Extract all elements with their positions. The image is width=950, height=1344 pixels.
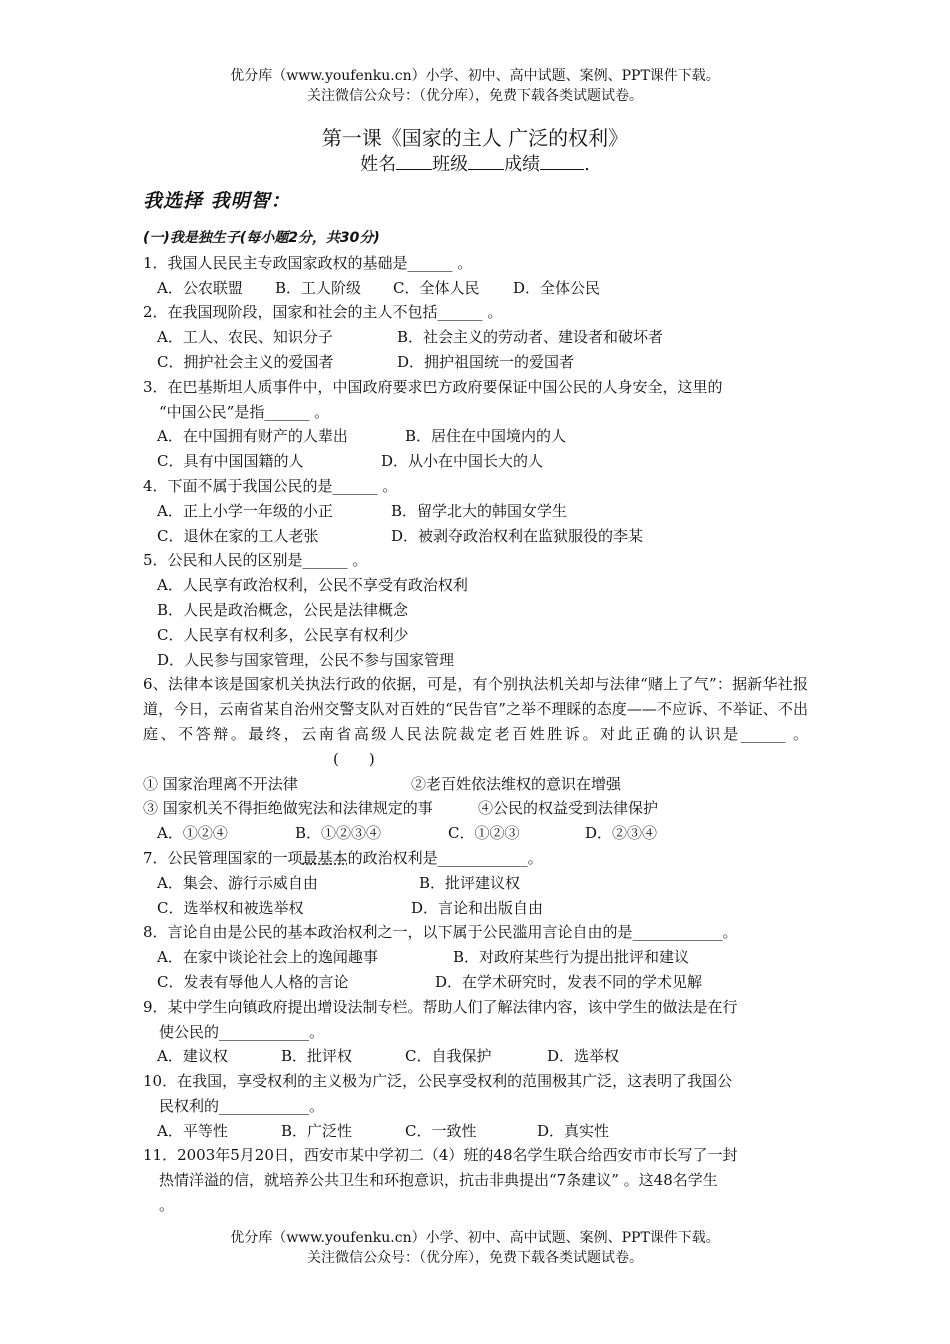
q7-option-a: A．集会、游行示威自由 (157, 873, 318, 892)
question-6-stem (143, 672, 808, 771)
q6-option-b: B．①②③④ (295, 824, 382, 843)
question-1-options (143, 276, 808, 301)
q6-statements-row2 (143, 796, 808, 821)
student-info-line (0, 151, 950, 178)
q1-option-d: D．全体公民 (513, 278, 601, 297)
question-5-stem: 5．公民和人民的区别是______ 。 (143, 551, 368, 570)
question-list (143, 226, 808, 1218)
question-8-options-row1 (143, 945, 808, 970)
header-line-2: 关注微信公众号：（优分库），免费下载各类试题试卷。 (307, 88, 643, 104)
q7-stem-post: 的政治权利是____________。 (347, 848, 543, 867)
q10-option-d: D．真实性 (537, 1121, 610, 1140)
question-9-stem-line2: 使公民的____________。 (159, 1022, 325, 1041)
score-label: 成绩 (504, 154, 541, 175)
q5-option-b: B．人民是政治概念，公民是法律概念 (157, 600, 409, 619)
q4-option-a: A．正上小学一年级的小正 (157, 501, 333, 520)
question-9-options (143, 1044, 808, 1069)
q1-option-a: A．公农联盟 (157, 278, 243, 297)
question-3-options-row1 (143, 424, 808, 449)
question-10-stem-line1: 10．在我国，享受权利的主义极为广泛，公民享受权利的范围极其广泛，这表明了我国公 (143, 1072, 733, 1091)
q10-option-c: C．一致性 (405, 1121, 477, 1140)
q2-option-c: C．拥护社会主义的爱国者 (157, 352, 334, 371)
q5-option-d: D．人民参与国家管理，公民不参与国家管理 (157, 650, 455, 669)
question-9-stem-line1: 9．某中学生向镇政府提出增设法制专栏。帮助人们了解法律内容，该中学生的做法是在行 (143, 997, 738, 1016)
q6-answer-paren: ( ) (333, 749, 375, 768)
footer-line-2: 关注微信公众号：（优分库），免费下载各类试题试卷。 (307, 1250, 643, 1266)
question-8-options-row2 (143, 970, 808, 995)
subsection-title: (一)我是独生子(每小题2分，共30分) (143, 230, 380, 246)
question-3-stem-line2: “中国公民”是指______ 。 (159, 402, 330, 421)
question-11-stem-line1: 11．2003年5月20日，西安市某中学初二（4）班的48名学生联合给西安市市长写了一封 (143, 1146, 738, 1165)
page-footer (0, 1228, 950, 1268)
info-end: . (584, 154, 590, 175)
q4-option-b: B．留学北大的韩国女学生 (391, 501, 568, 520)
q7-option-b: B．批评建议权 (419, 873, 521, 892)
question-2-options-row1 (143, 325, 808, 350)
q7-stem-pre: 7．公民管理国家的一项 (143, 848, 303, 867)
q3-option-b: B．居住在中国境内的人 (405, 427, 567, 446)
q6-statement-1: ① 国家治理离不开法律 (143, 774, 298, 793)
question-4-stem: 4．下面不属于我国公民的是______ 。 (143, 476, 398, 495)
score-blank (540, 151, 584, 170)
q10-option-b: B．广泛性 (281, 1121, 353, 1140)
q9-option-a: A．建议权 (157, 1047, 228, 1066)
q7-option-c: C．选举权和被选举权 (157, 898, 304, 917)
q10-option-a: A．平等性 (157, 1121, 228, 1140)
question-7-options-row2 (143, 896, 808, 921)
q5-option-a: A．人民享有政治权利，公民不享受有政治权利 (157, 576, 468, 595)
q4-option-d: D．被剥夺政治权利在监狱服役的李某 (391, 526, 644, 545)
q6-statements-row1 (143, 772, 808, 797)
q6-statement-2: ②老百姓依法维权的意识在增强 (411, 774, 622, 793)
name-blank (396, 151, 432, 170)
section-title: 我选择 我明智： (143, 190, 291, 212)
question-1-stem: 1．我国人民民主专政国家政权的基础是______ 。 (143, 253, 473, 272)
q3-option-d: D．从小在中国长大的人 (381, 452, 544, 471)
q9-option-c: C．自我保护 (405, 1047, 492, 1066)
question-4-options-row1 (143, 499, 808, 524)
question-8-stem: 8．言论自由是公民的基本政治权利之一，以下属于公民滥用言论自由的是____________。 (143, 923, 738, 942)
question-3-stem-line1: 3．在巴基斯坦人质事件中，中国政府要求巴方政府要保证中国公民的人身安全，这里的 (143, 377, 723, 396)
question-10-stem-line2: 民权利的____________。 (159, 1096, 325, 1115)
question-11-stem-line3: 。 (159, 1196, 175, 1215)
q6-statement-3: ③ 国家机关不得拒绝做宪法和法律规定的事 (143, 799, 433, 818)
q3-option-a: A．在中国拥有财产的人辈出 (157, 427, 348, 446)
q6-option-d: D．②③④ (585, 824, 658, 843)
question-3-options-row2 (143, 449, 808, 474)
q7-stem-emphasis: 最基本 (302, 848, 348, 867)
question-4-options-row2 (143, 524, 808, 549)
q7-option-d: D．言论和出版自由 (411, 898, 544, 917)
q4-option-c: C．退休在家的工人老张 (157, 526, 319, 545)
q1-option-b: B．工人阶级 (275, 278, 362, 297)
header-line-1: 优分库（www.youfenku.cn）小学、初中、高中试题、案例、PPT课件下载。 (230, 68, 720, 84)
question-7-options-row1 (143, 871, 808, 896)
footer-line-1: 优分库（www.youfenku.cn）小学、初中、高中试题、案例、PPT课件下载。 (230, 1230, 720, 1246)
q6-option-c: C．①②③ (448, 824, 520, 843)
question-6-options (143, 821, 808, 846)
class-label: 班级 (432, 154, 469, 175)
page-title: 第一课《国家的主人 广泛的权利》 (321, 126, 629, 150)
question-11-stem-line2: 热情洋溢的信，就培养公共卫生和环抱意识，抗击非典提出“7条建议” 。这48名学生 (159, 1171, 718, 1190)
q6-statement-4: ④公民的权益受到法律保护 (478, 799, 659, 818)
q9-option-d: D．选举权 (547, 1047, 620, 1066)
class-blank (468, 151, 504, 170)
question-7-stem (143, 846, 808, 871)
q6-option-a: A．①②④ (157, 824, 228, 843)
name-label: 姓名 (360, 154, 397, 175)
q2-option-a: A．工人、农民、知识分子 (157, 328, 333, 347)
q9-option-b: B．批评权 (281, 1047, 353, 1066)
q2-option-d: D．拥护祖国统一的爱国者 (397, 352, 575, 371)
page-header (0, 66, 950, 106)
question-10-options (143, 1119, 808, 1144)
q3-option-c: C．具有中国国籍的人 (157, 452, 304, 471)
q2-option-b: B．社会主义的劳动者、建设者和破坏者 (397, 328, 664, 347)
q1-option-c: C．全体人民 (393, 278, 480, 297)
q8-option-b: B．对政府某些行为提出批评和建议 (453, 948, 690, 967)
q5-option-c: C．人民享有权利多，公民享有权利少 (157, 625, 409, 644)
q6-stem-text: 6、法律本该是国家机关执法行政的依据，可是，有个别执法机关却与法律“赌上了气”：据新华社报道，今日，云南省某自治州交警支队对百姓的“民告官”之举不理睬的态度——不应诉、不举证、不出庭、不答辩。最终，云南省高级人民法院裁定老百姓胜诉。对此正确的认识是______ 。 (143, 675, 808, 743)
q8-option-d: D．在学术研究时，发表不同的学术见解 (435, 972, 703, 991)
q8-option-a: A．在家中谈论社会上的逸闻趣事 (157, 948, 378, 967)
question-2-stem: 2．在我国现阶段，国家和社会的主人不包括______ 。 (143, 303, 503, 322)
q8-option-c: C．发表有辱他人人格的言论 (157, 972, 349, 991)
question-2-options-row2 (143, 350, 808, 375)
